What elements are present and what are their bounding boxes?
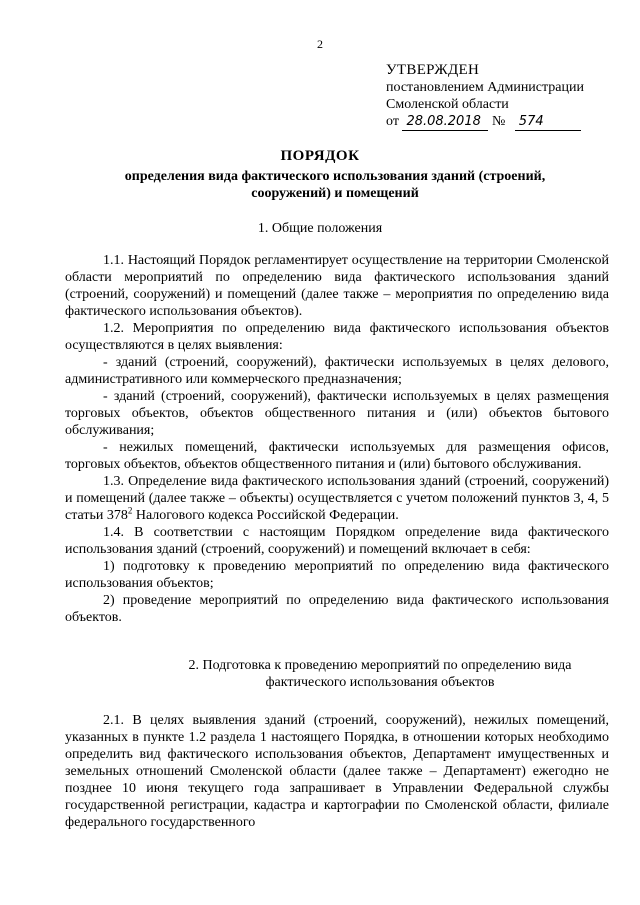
paragraph-1-4: 1.4. В соответствии с настоящим Порядком определение вида фактического использования зданий (строений, сооружений) и помещений включает в себя: <box>65 525 609 557</box>
section-2-body <box>65 712 609 831</box>
list-item: - зданий (строений, сооружений), фактически используемых в целях делового, административного или коммерческого предназначения; <box>65 355 609 387</box>
section-2-heading-line-2: фактического использования объектов <box>265 675 495 690</box>
handwritten-date: 28.08.2018 <box>402 113 488 131</box>
document-subtitle: определения вида фактического использования зданий (строений, сооружений) и помещений <box>124 169 546 201</box>
p13-text-end: Налогового кодекса Российской Федерации. <box>132 508 399 523</box>
list-item: - нежилых помещений, фактически используемых для размещения офисов, торговых объектов, объектов общественного питания и (или) бытового обслуживания. <box>65 440 609 472</box>
number-prefix: № <box>491 114 506 129</box>
approval-stamp <box>386 62 584 131</box>
paragraph-1-1: 1.1. Настоящий Порядок регламентирует осуществление на территории Смоленской области мероприятий по определению вида фактического использования зданий (строений, сооружений) и помещений (далее также – мероприятия по определению вида фактического использования объектов). <box>65 253 609 319</box>
paragraph-2-1: 2.1. В целях выявления зданий (строений, сооружений), нежилых помещений, указанных в пункте 1.2 раздела 1 настоящего Порядка, в отношении которых необходимо определить вид фактического использования объектов, Департамент имущественных и земельных отношений Смоленской области (далее также – Департамент) ежегодно не позднее 10 июня текущего года запрашивает в Управлении Федеральной службы государственной регистрации, кадастра и картографии по Смоленской области, филиале федерального государственного <box>65 713 609 830</box>
superscript: 2 <box>127 505 133 516</box>
section-1-body <box>65 252 609 626</box>
approval-line-2: Смоленской области <box>386 97 509 112</box>
approval-title: УТВЕРЖДЕН <box>386 62 480 78</box>
approval-line-1: постановлением Администрации <box>386 80 584 95</box>
section-2-heading <box>170 657 590 691</box>
page-number: 2 <box>317 37 323 51</box>
document-title: ПОРЯДОК <box>280 148 360 164</box>
list-item: 2) проведение мероприятий по определению вида фактического использования объектов. <box>65 593 609 625</box>
handwritten-number: 574 <box>515 113 581 131</box>
paragraph-1-2: 1.2. Мероприятия по определению вида фактического использования объектов осуществляются в целях выявления: <box>65 321 609 353</box>
section-2-heading-line-1: 2. Подготовка к проведению мероприятий по определению вида <box>188 658 572 673</box>
approval-date-line <box>386 113 584 131</box>
list-item: - зданий (строений, сооружений), фактически используемых в целях размещения торговых объектов, объектов общественного питания и (или) объектов бытового обслуживания; <box>65 389 609 438</box>
list-item: 1) подготовку к проведению мероприятий по определению вида фактического использования объектов; <box>65 559 609 591</box>
section-1-heading: 1. Общие положения <box>257 221 383 236</box>
paragraph-1-3 <box>65 473 609 524</box>
p13-text: 1.3. Определение вида фактического использования зданий (строений, сооружений) и помещений (далее также – объекты) осуществляется с учетом положений пунктов 3, 4, 5 статьи 378 <box>65 474 609 523</box>
date-prefix: от <box>386 114 399 129</box>
